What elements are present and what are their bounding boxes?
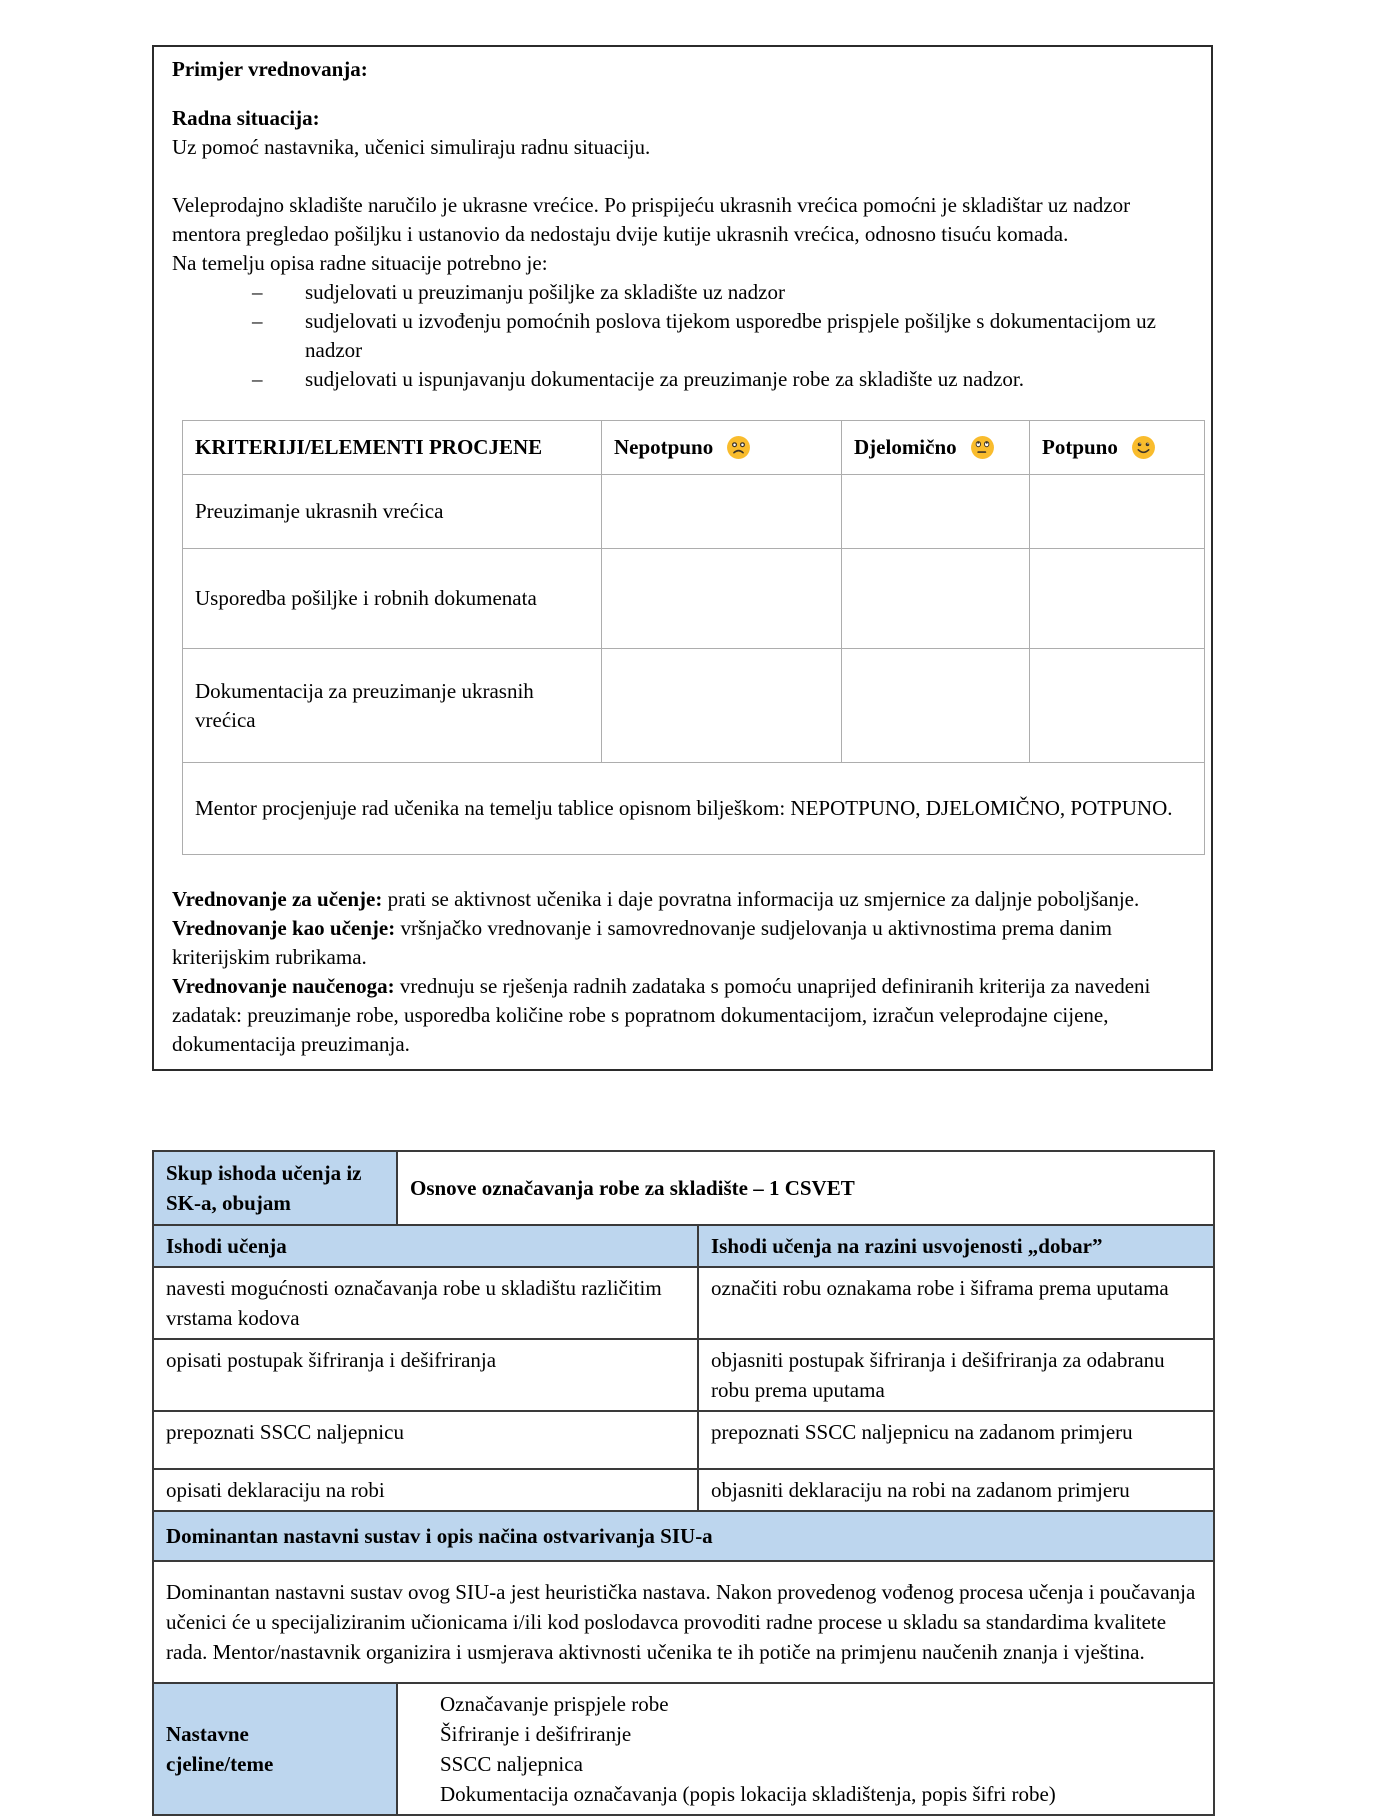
teaching-unit-item: Dokumentacija označavanja (popis lokacija skladištenja, popis šifri robe) <box>440 1782 1056 1806</box>
empty-grade-cell <box>1030 649 1205 763</box>
mentor-note-row <box>183 763 1205 855</box>
dominant-system-header: Dominantan nastavni sustav i opis načina ostvarivanja SIU-a <box>153 1511 1214 1561</box>
dominant-system-text: Dominantan nastavni sustav ovog SIU-a jest heuristička nastava. Nakon provedenog vođenog procesa učenja i poučavanja učenici će u specijaliziranim učionicama i/ili kod poslodavca provoditi radne procese u skladu sa standardima kvalitete rada. Mentor/nastavnik organizira i usmjerava aktivnosti učenika te ih potiče na primjenu naučenih znanja i vještina. <box>153 1561 1214 1683</box>
box-title: Primjer vrednovanja: <box>172 57 368 81</box>
dash-bullet: – <box>252 280 263 304</box>
criteria-cell: Dokumentacija za preuzimanje ukrasnih vrećica <box>183 649 602 763</box>
work-situation-label: Radna situacija: <box>172 106 320 130</box>
outcome-left: navesti mogućnosti označavanja robe u skladištu različitim vrstama kodova <box>153 1267 698 1339</box>
criteria-cell: Preuzimanje ukrasnih vrećica <box>183 475 602 549</box>
list-item-text: sudjelovati u ispunjavanju dokumentacije za preuzimanje robe za skladište uz nadzor. <box>305 367 1025 391</box>
outcome-row <box>153 1469 1214 1511</box>
slightly-smiling-face-emoji-icon <box>1131 435 1156 460</box>
empty-grade-cell <box>1030 475 1205 549</box>
learning-outcomes-table <box>152 1150 1215 1816</box>
criteria-table <box>182 420 1205 855</box>
empty-grade-cell <box>602 549 842 649</box>
frowning-face-emoji-icon <box>726 435 751 460</box>
dash-bullet: – <box>252 367 263 391</box>
example-evaluation-box <box>152 45 1213 1071</box>
criteria-row <box>183 549 1205 649</box>
evaluation-paragraph: Vrednovanje za učenje: prati se aktivnost učenika i daje povratna informacija uz smjernice za daljnje poboljšanje. <box>172 887 1140 911</box>
face-with-rolling-eyes-emoji-icon <box>970 435 995 460</box>
outcome-left: opisati postupak šifriranja i dešifriranja <box>153 1339 698 1411</box>
outcome-right: označiti robu oznakama robe i šiframa prema uputama <box>698 1267 1214 1339</box>
outcome-right: objasniti postupak šifriranja i dešifriranja za odabranu robu prema uputama <box>698 1339 1214 1411</box>
criteria-header-cell: KRITERIJI/ELEMENTI PROCJENE <box>183 421 602 475</box>
list-item-text: sudjelovati u izvođenju pomoćnih poslova tijekom usporedbe prispjele pošiljke s dokumentacijom uz nadzor <box>305 309 1156 362</box>
outcome-set-label-cell: Skup ishoda učenja iz SK-a, obujam <box>153 1151 397 1225</box>
evaluation-paragraphs <box>172 885 1193 1059</box>
outcome-left: opisati deklaraciju na robi <box>153 1469 698 1511</box>
empty-grade-cell <box>602 649 842 763</box>
empty-grade-cell <box>842 549 1030 649</box>
outcome-row <box>153 1267 1214 1339</box>
teaching-unit-item: Šifriranje i dešifriranje <box>440 1722 632 1746</box>
list-item <box>172 307 1193 365</box>
empty-grade-cell <box>842 649 1030 763</box>
teaching-units-label-cell: Nastavne cjeline/teme <box>153 1683 397 1815</box>
outcome-row <box>153 1411 1214 1469</box>
outcomes-header-right: Ishodi učenja na razini usvojenosti „dobar” <box>698 1225 1214 1267</box>
work-situation-intro: Uz pomoć nastavnika, učenici simuliraju radnu situaciju. <box>172 135 651 159</box>
evaluation-paragraph: Vrednovanje naučenoga: vrednuju se rješenja radnih zadataka s pomoću unaprijed definiranih kriterija za navedeni zadatak: preuzimanje robe, usporedba količine robe s popratnom dokumentacijom, izračun veleprodajne cijene, dokumentacija preuzimanja. <box>172 974 1151 1056</box>
list-item <box>172 278 1193 307</box>
criteria-row <box>183 475 1205 549</box>
evaluation-paragraph: Vrednovanje kao učenje: vršnjačko vrednovanje i samovrednovanje sudjelovanja u aktivnostima prema danim kriterijskim rubrikama. <box>172 916 1112 969</box>
teaching-units-list-cell <box>397 1683 1214 1815</box>
outcome-right: prepoznati SSCC naljepnicu na zadanom primjeru <box>698 1411 1214 1469</box>
level-header-djelomicno: Djelomično <box>842 421 1030 475</box>
list-intro: Na temelju opisa radne situacije potrebno je: <box>172 251 548 275</box>
outcome-set-value-cell: Osnove označavanja robe za skladište – 1 CSVET <box>397 1151 1214 1225</box>
list-item <box>172 365 1193 394</box>
outcome-left: prepoznati SSCC naljepnicu <box>153 1411 698 1469</box>
empty-grade-cell <box>842 475 1030 549</box>
empty-grade-cell <box>602 475 842 549</box>
dash-bullet: – <box>252 309 263 333</box>
empty-grade-cell <box>1030 549 1205 649</box>
outcome-row <box>153 1339 1214 1411</box>
mentor-note: Mentor procjenjuje rad učenika na temelju tablice opisnom bilješkom: NEPOTPUNO, DJELOMIČNO, POTPUNO. <box>183 763 1205 855</box>
teaching-unit-item: Označavanje prispjele robe <box>440 1692 669 1716</box>
criteria-row <box>183 649 1205 763</box>
outcomes-header-left: Ishodi učenja <box>153 1225 698 1267</box>
level-header-potpuno: Potpuno <box>1030 421 1205 475</box>
criteria-cell: Usporedba pošiljke i robnih dokumenata <box>183 549 602 649</box>
situation-paragraph: Veleprodajno skladište naručilo je ukrasne vrećice. Po prispijeću ukrasnih vrećica pomoćni je skladištar uz nadzor mentora pregledao pošiljku i ustanovio da nedostaju dvije kutije ukrasnih vrećica, odnosno tisuću komada. <box>172 193 1131 246</box>
list-item-text: sudjelovati u preuzimanju pošiljke za skladište uz nadzor <box>305 280 785 304</box>
level-header-nepotpuno: Nepotpuno <box>602 421 842 475</box>
teaching-unit-item: SSCC naljepnica <box>440 1752 583 1776</box>
outcome-right: objasniti deklaraciju na robi na zadanom primjeru <box>698 1469 1214 1511</box>
